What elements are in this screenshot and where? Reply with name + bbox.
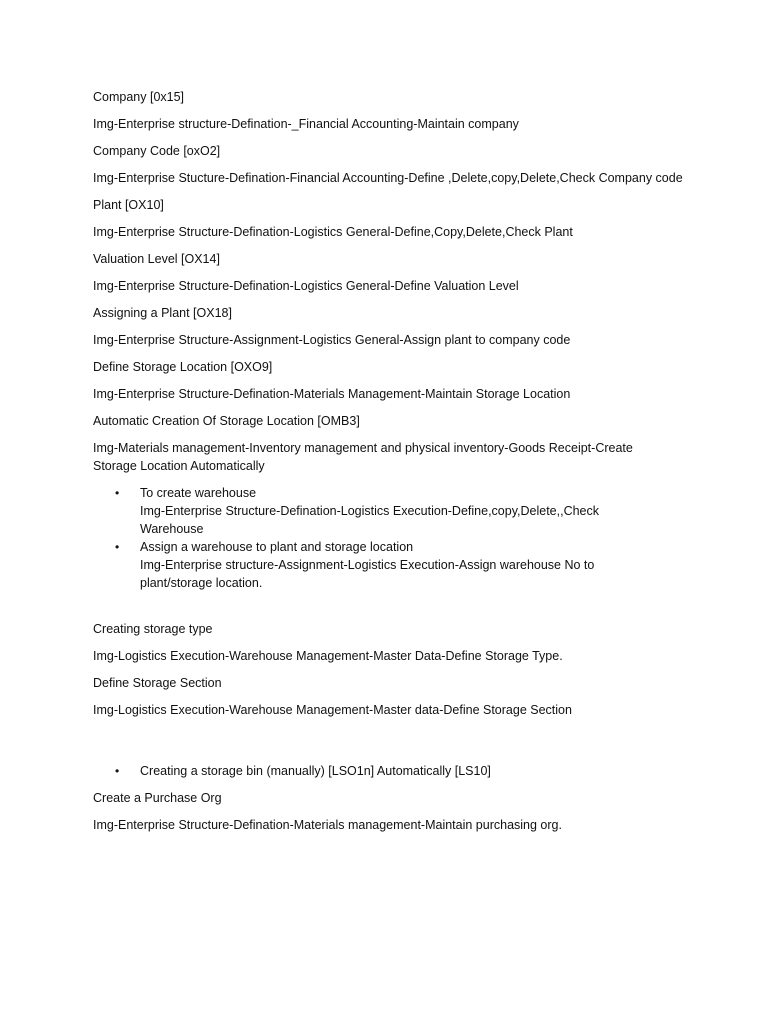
path-company-code: Img-Enterprise Stucture-Defination-Financial Accounting-Define ,Delete,copy,Delete,Check Company code [93, 171, 683, 185]
path-auto-storage-location: Img-Materials management-Inventory management and physical inventory-Goods Receipt-Create Storage Location Automatically [93, 441, 633, 473]
document-page [93, 88, 693, 843]
heading-plant: Plant [OX10] [93, 198, 164, 212]
spacer [93, 728, 693, 762]
spacer [93, 592, 693, 620]
warehouse-bullet-list [93, 484, 693, 592]
list-item-assign-warehouse [93, 538, 693, 592]
bullet-icon: • [115, 764, 120, 778]
heading-auto-storage-location: Automatic Creation Of Storage Location [OMB3] [93, 414, 360, 428]
bullet-path: Img-Enterprise Structure-Defination-Logistics Execution-Define,copy,Delete,,Check Warehouse [140, 504, 599, 536]
heading-storage-section: Define Storage Section [93, 676, 222, 690]
heading-storage-type: Creating storage type [93, 622, 213, 636]
heading-company: Company [0x15] [93, 90, 185, 104]
heading-storage-location: Define Storage Location [OXO9] [93, 360, 273, 374]
path-storage-type: Img-Logistics Execution-Warehouse Management-Master Data-Define Storage Type. [93, 649, 563, 663]
heading-valuation-level: Valuation Level [OX14] [93, 252, 220, 266]
heading-assigning-plant: Assigning a Plant [OX18] [93, 306, 232, 320]
path-plant: Img-Enterprise Structure-Defination-Logistics General-Define,Copy,Delete,Check Plant [93, 225, 573, 239]
path-storage-location: Img-Enterprise Structure-Defination-Materials Management-Maintain Storage Location [93, 387, 571, 401]
bullet-title: To create warehouse [140, 486, 257, 500]
path-storage-section: Img-Logistics Execution-Warehouse Management-Master data-Define Storage Section [93, 703, 572, 717]
bullet-icon: • [115, 486, 120, 500]
list-item-create-warehouse [93, 484, 693, 538]
path-assigning-plant: Img-Enterprise Structure-Assignment-Logistics General-Assign plant to company code [93, 333, 571, 347]
path-company: Img-Enterprise structure-Defination-_Financial Accounting-Maintain company [93, 117, 519, 131]
list-item-storage-bin [93, 762, 693, 780]
heading-company-code: Company Code [oxO2] [93, 144, 221, 158]
path-purchase-org: Img-Enterprise Structure-Defination-Materials management-Maintain purchasing org. [93, 818, 562, 832]
heading-purchase-org: Create a Purchase Org [93, 791, 222, 805]
bullet-icon: • [115, 540, 120, 554]
path-valuation-level: Img-Enterprise Structure-Defination-Logistics General-Define Valuation Level [93, 279, 519, 293]
bullet-path: Img-Enterprise structure-Assignment-Logistics Execution-Assign warehouse No to plant/storage location. [140, 558, 595, 590]
storage-bin-bullet-list [93, 762, 693, 780]
bullet-text: Creating a storage bin (manually) [LSO1n] Automatically [LS10] [140, 764, 491, 778]
bullet-title: Assign a warehouse to plant and storage location [140, 540, 414, 554]
